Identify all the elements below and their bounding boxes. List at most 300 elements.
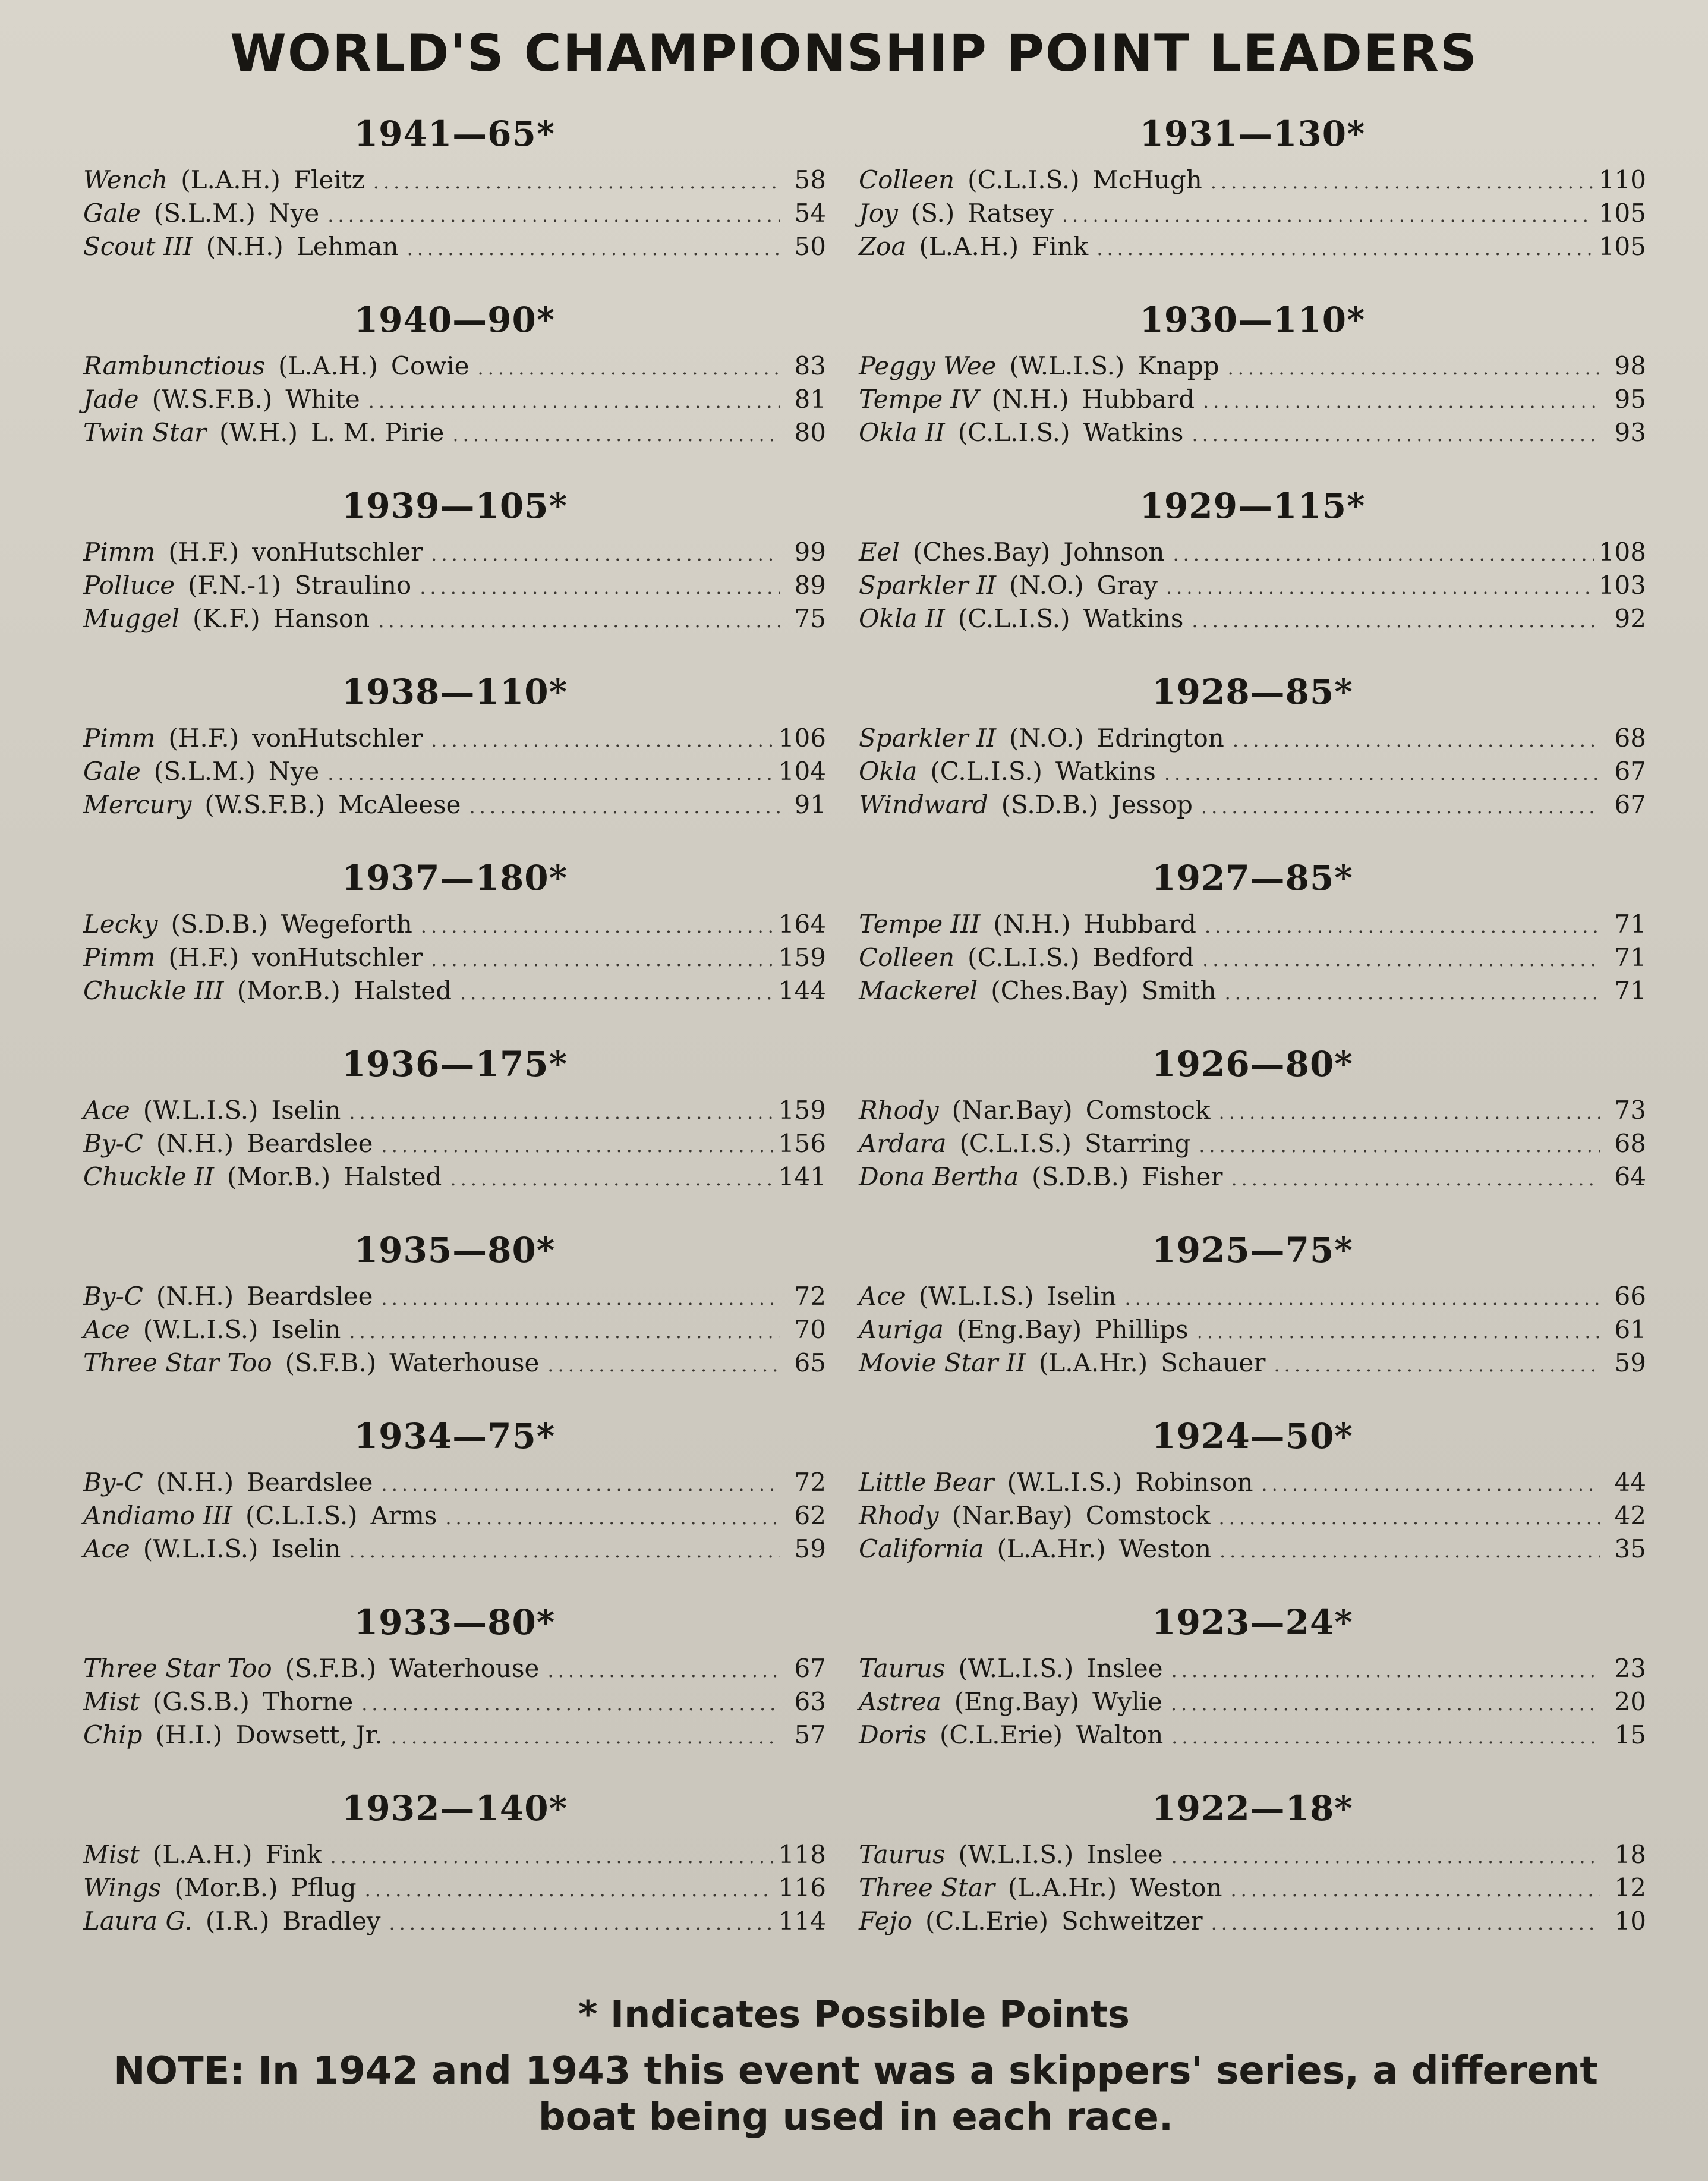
- year-heading: 1930—110*: [1139, 300, 1366, 340]
- club-abbreviation: (C.L.I.S.): [930, 757, 1042, 786]
- club-abbreviation: (H.I.): [155, 1720, 223, 1749]
- boat-name: Ace: [859, 1282, 906, 1311]
- club-abbreviation: (N.O.): [1009, 723, 1084, 753]
- year-block: [859, 482, 1646, 668]
- club-abbreviation: (L.A.Hr.): [997, 1534, 1106, 1563]
- boat-name: Jade: [83, 385, 139, 414]
- skipper-name: Cowie: [390, 351, 469, 380]
- points-value: 72: [794, 1282, 826, 1311]
- boat-name: Tempe IV: [859, 385, 979, 414]
- club-abbreviation: (C.L.I.S.): [968, 165, 1080, 194]
- leader-entry: [859, 941, 1646, 974]
- year-block: [83, 296, 826, 482]
- dot-leader: [1231, 1162, 1600, 1195]
- points-value: 59: [794, 1534, 826, 1563]
- dot-leader: [445, 1501, 780, 1534]
- year-heading: 1937—180*: [342, 858, 568, 898]
- boat-name: Rambunctious: [83, 351, 266, 380]
- leader-entry: [83, 416, 826, 449]
- points-value: 98: [1614, 351, 1646, 380]
- year-block: [859, 668, 1646, 854]
- year-block: [859, 1040, 1646, 1226]
- dot-leader: [389, 1906, 773, 1940]
- page-title: WORLD'S CHAMPIONSHIP POINT LEADERS: [230, 24, 1478, 83]
- leader-entry: [859, 1160, 1646, 1194]
- dot-leader: [1062, 199, 1594, 232]
- club-abbreviation: (S.L.M.): [153, 199, 256, 228]
- club-abbreviation: (W.L.I.S.): [143, 1096, 259, 1125]
- leader-entry: [859, 1871, 1646, 1905]
- year-heading: 1928—85*: [1152, 672, 1353, 712]
- dot-leader: [1211, 1906, 1600, 1940]
- club-abbreviation: (N.H.): [206, 232, 283, 261]
- points-value: 58: [794, 165, 826, 194]
- boat-name: Joy: [859, 199, 898, 228]
- club-abbreviation: (Eng.Bay): [954, 1687, 1080, 1716]
- skipper-name: Watkins: [1083, 418, 1184, 447]
- leader-entry: [83, 1466, 826, 1499]
- points-value: 106: [778, 723, 826, 753]
- leader-entry: [859, 383, 1646, 416]
- skipper-name: L. M. Pirie: [311, 418, 445, 447]
- club-abbreviation: (S.D.B.): [171, 909, 268, 939]
- points-value: 70: [794, 1315, 826, 1344]
- skipper-name: Phillips: [1095, 1315, 1189, 1344]
- skipper-name: McHugh: [1092, 165, 1202, 194]
- possible-points-footnote: * Indicates Possible Points: [578, 1993, 1130, 2036]
- dot-leader: [378, 604, 780, 637]
- skipper-name: Bradley: [282, 1906, 381, 1935]
- skipper-name: McAleese: [338, 790, 461, 819]
- club-abbreviation: (Mor.B.): [227, 1162, 331, 1191]
- dot-leader: [1205, 909, 1600, 943]
- dot-leader: [1219, 1096, 1600, 1129]
- points-value: 159: [778, 943, 826, 972]
- dot-leader: [349, 1534, 780, 1568]
- leader-entry: [859, 1466, 1646, 1499]
- dot-leader: [478, 351, 780, 385]
- club-abbreviation: (H.F.): [168, 723, 240, 753]
- boat-name: Dona Bertha: [859, 1162, 1019, 1191]
- skipper-name: Comstock: [1085, 1501, 1211, 1530]
- boat-name: Mercury: [83, 790, 192, 819]
- skipper-name: Straulino: [294, 571, 412, 600]
- boat-name: Pimm: [83, 537, 156, 567]
- skipper-name: Starring: [1085, 1129, 1191, 1158]
- points-value: 105: [1598, 232, 1646, 261]
- leader-entry: [83, 1094, 826, 1127]
- skipper-name: vonHutschler: [252, 943, 423, 972]
- skipper-name: Lehman: [296, 232, 399, 261]
- leader-entry: [859, 569, 1646, 602]
- year-block: [83, 1785, 826, 1971]
- boat-name: Little Bear: [859, 1468, 994, 1497]
- skipper-name: Iselin: [1047, 1282, 1117, 1311]
- dot-leader: [1219, 1534, 1600, 1568]
- club-abbreviation: (L.A.Hr.): [1038, 1348, 1148, 1377]
- points-value: 110: [1598, 165, 1646, 194]
- dot-leader: [431, 943, 774, 976]
- club-abbreviation: (S.D.B.): [1032, 1162, 1129, 1191]
- club-abbreviation: (W.S.F.B.): [152, 385, 273, 414]
- skipper-name: Hubbard: [1083, 909, 1196, 939]
- leader-entry: [83, 1652, 826, 1685]
- year-block: [859, 110, 1646, 296]
- boat-name: Fejo: [859, 1906, 913, 1935]
- points-value: 18: [1614, 1840, 1646, 1869]
- year-heading: 1931—130*: [1139, 114, 1366, 154]
- boat-name: Movie Star II: [859, 1348, 1026, 1377]
- dot-leader: [1219, 1501, 1600, 1534]
- year-heading: 1922—18*: [1152, 1788, 1353, 1828]
- points-value: 81: [794, 385, 826, 414]
- dot-leader: [382, 1129, 774, 1162]
- boat-name: Wings: [83, 1873, 162, 1902]
- leader-entry: [83, 383, 826, 416]
- skipper-name: Inslee: [1086, 1654, 1163, 1683]
- skipper-name: Nye: [268, 199, 320, 228]
- points-value: 71: [1614, 943, 1646, 972]
- club-abbreviation: (W.L.I.S.): [958, 1654, 1074, 1683]
- leader-entry: [859, 163, 1646, 197]
- leader-entry: [83, 722, 826, 755]
- club-abbreviation: (W.L.I.S.): [143, 1534, 259, 1563]
- right-column: [859, 110, 1646, 1971]
- skipper-name: Beardslee: [247, 1282, 373, 1311]
- leader-entry: [859, 1094, 1646, 1127]
- boat-name: Wench: [83, 165, 168, 194]
- leader-entry: [83, 755, 826, 788]
- skipper-name: Waterhouse: [389, 1654, 540, 1683]
- dot-leader: [1202, 943, 1600, 976]
- boat-name: Lecky: [83, 909, 158, 939]
- year-block: [83, 668, 826, 854]
- skipper-name: Inslee: [1086, 1840, 1163, 1869]
- skipper-name: Iselin: [271, 1096, 341, 1125]
- boat-name: Muggel: [83, 604, 180, 633]
- points-value: 12: [1614, 1873, 1646, 1902]
- points-value: 71: [1614, 909, 1646, 939]
- boat-name: Tempe III: [859, 909, 981, 939]
- leader-entry: [83, 230, 826, 263]
- year-block: [859, 854, 1646, 1040]
- boat-name: Chip: [83, 1720, 143, 1749]
- skipper-name: Knapp: [1137, 351, 1219, 380]
- club-abbreviation: (C.L.I.S.): [957, 418, 1070, 447]
- club-abbreviation: (Mor.B.): [237, 976, 341, 1005]
- dot-leader: [1199, 1129, 1600, 1162]
- boat-name: Chuckle II: [83, 1162, 215, 1191]
- skipper-name: Iselin: [271, 1315, 341, 1344]
- leader-entry: [859, 722, 1646, 755]
- leader-entry: [859, 1905, 1646, 1938]
- boat-name: Mist: [83, 1687, 140, 1716]
- points-value: 89: [794, 571, 826, 600]
- boat-name: Taurus: [859, 1840, 946, 1869]
- club-abbreviation: (K.F.): [193, 604, 260, 633]
- leader-entry: [83, 1532, 826, 1566]
- year-block: [83, 1226, 826, 1412]
- year-block: [859, 296, 1646, 482]
- skipper-name: Halsted: [353, 976, 452, 1005]
- dot-leader: [460, 976, 774, 1009]
- club-abbreviation: (G.S.B.): [152, 1687, 250, 1716]
- points-value: 144: [778, 976, 826, 1005]
- year-heading: 1934—75*: [354, 1416, 556, 1456]
- year-block: [83, 1598, 826, 1785]
- dot-leader: [1166, 571, 1594, 604]
- skipper-name: Hubbard: [1082, 385, 1195, 414]
- boat-name: Okla II: [859, 418, 945, 447]
- skipper-name: Smith: [1141, 976, 1217, 1005]
- skipper-name: Watkins: [1083, 604, 1184, 633]
- boat-name: Sparkler II: [859, 571, 997, 600]
- year-heading: 1926—80*: [1152, 1044, 1353, 1084]
- club-abbreviation: (N.H.): [156, 1129, 234, 1158]
- boat-name: Three Star: [859, 1873, 995, 1902]
- dot-leader: [431, 723, 774, 757]
- dot-leader: [469, 790, 780, 823]
- points-value: 63: [794, 1687, 826, 1716]
- boat-name: Ardara: [859, 1129, 947, 1158]
- club-abbreviation: (L.A.H.): [278, 351, 378, 380]
- boat-name: Peggy Wee: [859, 351, 997, 380]
- points-value: 54: [794, 199, 826, 228]
- points-value: 156: [778, 1129, 826, 1158]
- dot-leader: [1096, 232, 1594, 265]
- points-value: 20: [1614, 1687, 1646, 1716]
- points-value: 67: [1614, 790, 1646, 819]
- points-value: 23: [1614, 1654, 1646, 1683]
- dot-leader: [1197, 1315, 1600, 1348]
- leader-entry: [83, 350, 826, 383]
- dot-leader: [1262, 1468, 1600, 1501]
- dot-leader: [420, 571, 780, 604]
- points-value: 116: [778, 1873, 826, 1902]
- leader-entry: [83, 569, 826, 602]
- club-abbreviation: (S.D.B.): [1001, 790, 1098, 819]
- dot-leader: [1231, 1873, 1600, 1906]
- skipper-name: Halsted: [344, 1162, 442, 1191]
- dot-leader: [1192, 604, 1600, 637]
- dot-leader: [1201, 790, 1600, 823]
- skipper-name: Nye: [268, 757, 320, 786]
- year-heading: 1925—75*: [1152, 1230, 1353, 1270]
- boat-name: Auriga: [859, 1315, 944, 1344]
- boat-name: Astrea: [859, 1687, 941, 1716]
- boat-name: Mist: [83, 1840, 140, 1869]
- year-block: [83, 1412, 826, 1598]
- club-abbreviation: (L.A.H.): [181, 165, 281, 194]
- dot-leader: [349, 1315, 780, 1348]
- club-abbreviation: (C.L.Erie): [925, 1906, 1049, 1935]
- year-block: [859, 1412, 1646, 1598]
- leader-entry: [83, 908, 826, 941]
- dot-leader: [431, 537, 780, 571]
- skipper-name: Iselin: [271, 1534, 341, 1563]
- leader-entry: [83, 788, 826, 822]
- leader-entry: [859, 1346, 1646, 1380]
- points-value: 108: [1598, 537, 1646, 567]
- dot-leader: [1164, 757, 1600, 790]
- club-abbreviation: (W.L.I.S.): [918, 1282, 1034, 1311]
- points-value: 44: [1614, 1468, 1646, 1497]
- boat-name: Twin Star: [83, 418, 207, 447]
- dot-leader: [373, 165, 780, 199]
- points-value: 159: [778, 1096, 826, 1125]
- dot-leader: [1274, 1348, 1600, 1381]
- skipper-name: Weston: [1130, 1873, 1222, 1902]
- boat-name: Andiamo III: [83, 1501, 232, 1530]
- skipper-name: Watkins: [1055, 757, 1156, 786]
- points-value: 105: [1598, 199, 1646, 228]
- club-abbreviation: (L.A.H.): [152, 1840, 253, 1869]
- year-heading: 1924—50*: [1152, 1416, 1353, 1456]
- skippers-series-note: NOTE: In 1942 and 1943 this event was a skippers' series, a different boat being used in each race.: [114, 2049, 1598, 2139]
- leader-entry: [859, 1685, 1646, 1719]
- year-heading: 1939—105*: [342, 486, 568, 526]
- boat-name: Polluce: [83, 571, 175, 600]
- skipper-name: Ratsey: [968, 199, 1054, 228]
- leader-entry: [83, 1160, 826, 1194]
- leader-entry: [83, 1499, 826, 1532]
- points-value: 10: [1614, 1906, 1646, 1935]
- club-abbreviation: (C.L.Erie): [940, 1720, 1063, 1749]
- points-value: 61: [1614, 1315, 1646, 1344]
- leader-entry: [859, 1719, 1646, 1752]
- skipper-name: Fink: [1032, 232, 1089, 261]
- dot-leader: [1171, 1687, 1600, 1720]
- points-value: 141: [778, 1162, 826, 1191]
- club-abbreviation: (H.F.): [168, 943, 240, 972]
- skipper-name: Comstock: [1085, 1096, 1211, 1125]
- skipper-name: Gray: [1096, 571, 1158, 600]
- year-block: [859, 1785, 1646, 1971]
- skipper-name: Walton: [1076, 1720, 1164, 1749]
- dot-leader: [450, 1162, 773, 1195]
- club-abbreviation: (N.H.): [156, 1282, 234, 1311]
- year-heading: 1923—24*: [1152, 1602, 1353, 1642]
- year-block: [859, 1226, 1646, 1412]
- points-value: 118: [778, 1840, 826, 1869]
- club-abbreviation: (S.F.B.): [285, 1654, 377, 1683]
- year-heading: 1941—65*: [354, 114, 556, 154]
- dot-leader: [361, 1687, 780, 1720]
- points-value: 95: [1614, 385, 1646, 414]
- points-value: 73: [1614, 1096, 1646, 1125]
- leader-entry: [859, 1313, 1646, 1346]
- boat-name: Sparkler II: [859, 723, 997, 753]
- club-abbreviation: (W.L.I.S.): [1009, 351, 1125, 380]
- points-value: 72: [794, 1468, 826, 1497]
- year-heading: 1936—175*: [342, 1044, 568, 1084]
- leader-entry: [859, 230, 1646, 263]
- club-abbreviation: (W.L.I.S.): [143, 1315, 259, 1344]
- leader-entry: [859, 602, 1646, 635]
- leader-entry: [859, 350, 1646, 383]
- skipper-name: Edrington: [1096, 723, 1224, 753]
- leader-entry: [859, 197, 1646, 230]
- dot-leader: [330, 1840, 774, 1873]
- dot-leader: [421, 909, 774, 943]
- leader-entry: [83, 1685, 826, 1719]
- club-abbreviation: (S.): [910, 199, 955, 228]
- dot-leader: [327, 757, 774, 790]
- points-value: 65: [794, 1348, 826, 1377]
- leader-entry: [859, 1838, 1646, 1871]
- year-block: [83, 1040, 826, 1226]
- club-abbreviation: (Eng.Bay): [956, 1315, 1082, 1344]
- boat-name: By-C: [83, 1282, 143, 1311]
- year-heading: 1927—85*: [1152, 858, 1353, 898]
- skipper-name: Schauer: [1161, 1348, 1266, 1377]
- boat-name: By-C: [83, 1468, 143, 1497]
- boat-name: Colleen: [859, 943, 955, 972]
- year-heading: 1940—90*: [354, 300, 556, 340]
- dot-leader: [365, 1873, 774, 1906]
- dot-leader: [1171, 1840, 1600, 1873]
- skipper-name: vonHutschler: [252, 723, 423, 753]
- dot-leader: [1124, 1282, 1600, 1315]
- dot-leader: [1233, 723, 1600, 757]
- year-block: [859, 1598, 1646, 1785]
- club-abbreviation: (L.A.Hr.): [1007, 1873, 1117, 1902]
- club-abbreviation: (C.L.I.S.): [959, 1129, 1072, 1158]
- boat-name: Rhody: [859, 1096, 939, 1125]
- dot-leader: [547, 1348, 780, 1381]
- skipper-name: Waterhouse: [389, 1348, 540, 1377]
- leader-entry: [83, 602, 826, 635]
- points-value: 104: [778, 757, 826, 786]
- leader-entry: [859, 1532, 1646, 1566]
- dot-leader: [327, 199, 780, 232]
- points-value: 62: [794, 1501, 826, 1530]
- club-abbreviation: (N.H.): [993, 909, 1071, 939]
- year-heading: 1938—110*: [342, 672, 568, 712]
- club-abbreviation: (W.S.F.B.): [204, 790, 326, 819]
- leader-entry: [83, 1871, 826, 1905]
- year-heading: 1935—80*: [354, 1230, 556, 1270]
- skipper-name: Robinson: [1135, 1468, 1253, 1497]
- leader-entry: [859, 1652, 1646, 1685]
- skipper-name: Fink: [265, 1840, 322, 1869]
- club-abbreviation: (Nar.Bay): [951, 1501, 1073, 1530]
- dot-leader: [349, 1096, 773, 1129]
- skipper-name: White: [285, 385, 360, 414]
- boat-name: Ace: [83, 1534, 130, 1563]
- leader-entry: [859, 536, 1646, 569]
- club-abbreviation: (C.L.I.S.): [245, 1501, 358, 1530]
- club-abbreviation: (C.L.I.S.): [968, 943, 1080, 972]
- boat-name: Pimm: [83, 723, 156, 753]
- club-abbreviation: (W.L.I.S.): [958, 1840, 1074, 1869]
- dot-leader: [1225, 976, 1600, 1009]
- dot-leader: [382, 1282, 780, 1315]
- points-value: 164: [778, 909, 826, 939]
- skipper-name: vonHutschler: [252, 537, 423, 567]
- club-abbreviation: (C.L.I.S.): [957, 604, 1070, 633]
- skipper-name: Beardslee: [247, 1129, 373, 1158]
- points-value: 92: [1614, 604, 1646, 633]
- leader-entry: [859, 788, 1646, 822]
- boat-name: Scout III: [83, 232, 193, 261]
- club-abbreviation: (Ches.Bay): [912, 537, 1051, 567]
- club-abbreviation: (W.L.I.S.): [1007, 1468, 1123, 1497]
- dot-leader: [368, 385, 780, 418]
- leader-entry: [859, 908, 1646, 941]
- skipper-name: Bedford: [1092, 943, 1195, 972]
- dot-leader: [1211, 165, 1594, 199]
